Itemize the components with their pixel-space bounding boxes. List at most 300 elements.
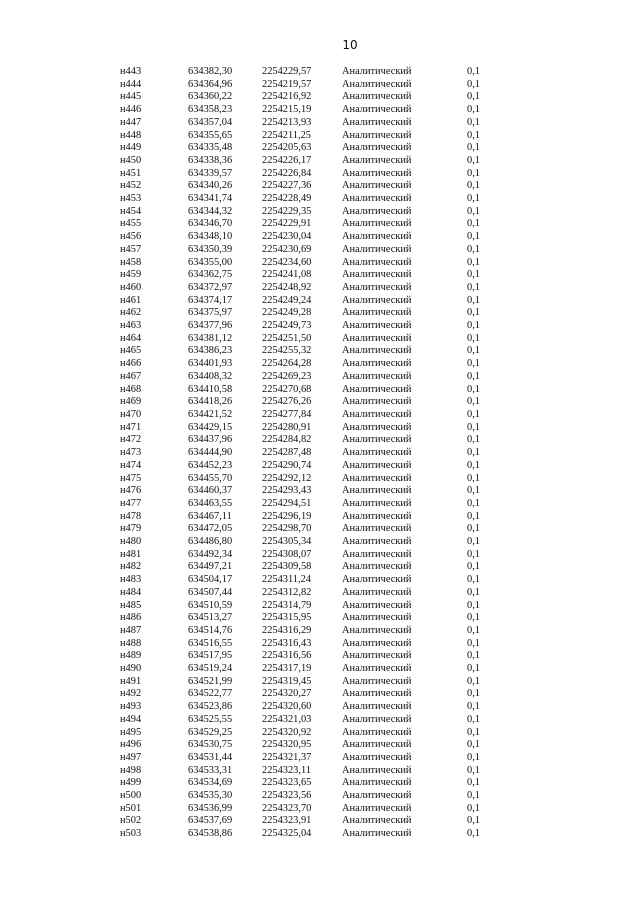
accuracy-cell: 0,1 [467,231,480,243]
accuracy-cell: 0,1 [467,624,480,636]
y-coordinate-cell: 2254293,43 [262,485,312,497]
point-id-cell: н445 [120,91,142,103]
method-cell: Аналитический [342,193,412,205]
point-id-cell: н491 [120,675,142,687]
y-coordinate-cell: 2254323,65 [262,777,312,789]
point-id-cell: н475 [120,472,142,484]
x-coordinate-cell: 634340,26 [188,180,233,192]
point-id-cell: н450 [120,154,142,166]
y-coordinate-cell: 2254219,57 [262,78,312,90]
accuracy-cell: 0,1 [467,447,480,459]
accuracy-cell: 0,1 [467,345,480,357]
point-id-cell: н472 [120,434,142,446]
y-coordinate-cell: 2254228,49 [262,193,312,205]
accuracy-cell: 0,1 [467,142,480,154]
y-coordinate-cell: 2254230,04 [262,231,312,243]
y-coordinate-cell: 2254325,04 [262,828,312,840]
accuracy-cell: 0,1 [467,129,480,141]
x-coordinate-cell: 634364,96 [188,78,233,90]
x-coordinate-cell: 634350,39 [188,243,233,255]
table-row [120,561,480,574]
point-id-cell: н494 [120,713,142,725]
x-coordinate-cell: 634525,55 [188,713,233,725]
x-coordinate-cell: 634530,75 [188,739,233,751]
x-coordinate-cell: 634401,93 [188,358,233,370]
accuracy-cell: 0,1 [467,739,480,751]
y-coordinate-cell: 2254298,70 [262,523,312,535]
point-id-cell: н473 [120,447,142,459]
point-id-cell: н455 [120,218,142,230]
point-id-cell: н493 [120,701,142,713]
point-id-cell: н496 [120,739,142,751]
table-row [120,371,480,384]
x-coordinate-cell: 634421,52 [188,408,233,420]
accuracy-cell: 0,1 [467,574,480,586]
point-id-cell: н466 [120,358,142,370]
method-cell: Аналитический [342,828,412,840]
y-coordinate-cell: 2254323,11 [262,764,311,776]
x-coordinate-cell: 634377,96 [188,320,233,332]
y-coordinate-cell: 2254249,73 [262,320,312,332]
accuracy-cell: 0,1 [467,675,480,687]
table-row [120,485,480,498]
table-row [120,549,480,562]
y-coordinate-cell: 2254270,68 [262,383,312,395]
table-row [120,714,480,727]
y-coordinate-cell: 2254280,91 [262,421,312,433]
accuracy-cell: 0,1 [467,78,480,90]
table-row [120,345,480,358]
point-id-cell: н446 [120,104,142,116]
point-id-cell: н498 [120,764,142,776]
method-cell: Аналитический [342,129,412,141]
accuracy-cell: 0,1 [467,332,480,344]
table-row [120,396,480,409]
x-coordinate-cell: 634408,32 [188,370,233,382]
table-row [120,638,480,651]
x-coordinate-cell: 634437,96 [188,434,233,446]
x-coordinate-cell: 634513,27 [188,612,233,624]
accuracy-cell: 0,1 [467,307,480,319]
y-coordinate-cell: 2254294,51 [262,497,312,509]
point-id-cell: н480 [120,536,142,548]
accuracy-cell: 0,1 [467,459,480,471]
method-cell: Аналитический [342,701,412,713]
point-id-cell: н447 [120,116,142,128]
x-coordinate-cell: 634486,80 [188,536,233,548]
method-cell: Аналитический [342,383,412,395]
accuracy-cell: 0,1 [467,650,480,662]
accuracy-cell: 0,1 [467,320,480,332]
point-id-cell: н460 [120,281,142,293]
table-row [120,422,480,435]
method-cell: Аналитический [342,663,412,675]
y-coordinate-cell: 2254317,19 [262,663,312,675]
y-coordinate-cell: 2254323,91 [262,815,312,827]
table-row [120,600,480,613]
y-coordinate-cell: 2254229,91 [262,218,312,230]
table-row [120,231,480,244]
table-row [120,320,480,333]
method-cell: Аналитический [342,116,412,128]
y-coordinate-cell: 2254296,19 [262,510,312,522]
method-cell: Аналитический [342,777,412,789]
x-coordinate-cell: 634381,12 [188,332,233,344]
method-cell: Аналитический [342,66,412,77]
table-row [120,218,480,231]
method-cell: Аналитический [342,78,412,90]
table-row [120,257,480,270]
table-row [120,295,480,308]
accuracy-cell: 0,1 [467,599,480,611]
accuracy-cell: 0,1 [467,713,480,725]
x-coordinate-cell: 634531,44 [188,751,233,763]
point-id-cell: н462 [120,307,142,319]
method-cell: Аналитический [342,218,412,230]
accuracy-cell: 0,1 [467,434,480,446]
y-coordinate-cell: 2254211,25 [262,129,311,141]
method-cell: Аналитический [342,536,412,548]
table-row [120,434,480,447]
point-id-cell: н479 [120,523,142,535]
table-row [120,282,480,295]
accuracy-cell: 0,1 [467,91,480,103]
y-coordinate-cell: 2254316,43 [262,637,312,649]
table-row [120,752,480,765]
point-id-cell: н497 [120,751,142,763]
method-cell: Аналитический [342,485,412,497]
y-coordinate-cell: 2254249,28 [262,307,312,319]
accuracy-cell: 0,1 [467,154,480,166]
y-coordinate-cell: 2254314,79 [262,599,312,611]
method-cell: Аналитический [342,472,412,484]
table-row [120,142,480,155]
x-coordinate-cell: 634497,21 [188,561,233,573]
accuracy-cell: 0,1 [467,408,480,420]
point-id-cell: н471 [120,421,142,433]
accuracy-cell: 0,1 [467,370,480,382]
y-coordinate-cell: 2254311,24 [262,574,311,586]
method-cell: Аналитический [342,510,412,522]
accuracy-cell: 0,1 [467,358,480,370]
accuracy-cell: 0,1 [467,66,480,77]
point-id-cell: н452 [120,180,142,192]
y-coordinate-cell: 2254229,57 [262,66,312,77]
accuracy-cell: 0,1 [467,396,480,408]
point-id-cell: н481 [120,548,142,560]
method-cell: Аналитический [342,332,412,344]
table-row [120,765,480,778]
accuracy-cell: 0,1 [467,548,480,560]
method-cell: Аналитический [342,294,412,306]
x-coordinate-cell: 634429,15 [188,421,233,433]
table-row [120,663,480,676]
method-cell: Аналитический [342,167,412,179]
accuracy-cell: 0,1 [467,281,480,293]
accuracy-cell: 0,1 [467,205,480,217]
y-coordinate-cell: 2254248,92 [262,281,312,293]
table-row [120,587,480,600]
table-row [120,244,480,257]
x-coordinate-cell: 634358,23 [188,104,233,116]
method-cell: Аналитический [342,802,412,814]
point-id-cell: н458 [120,256,142,268]
x-coordinate-cell: 634517,95 [188,650,233,662]
x-coordinate-cell: 634519,24 [188,663,233,675]
method-cell: Аналитический [342,434,412,446]
y-coordinate-cell: 2254230,69 [262,243,312,255]
point-id-cell: н484 [120,586,142,598]
method-cell: Аналитический [342,523,412,535]
point-id-cell: н502 [120,815,142,827]
point-id-cell: н465 [120,345,142,357]
x-coordinate-cell: 634357,04 [188,116,233,128]
accuracy-cell: 0,1 [467,497,480,509]
x-coordinate-cell: 634492,34 [188,548,233,560]
y-coordinate-cell: 2254290,74 [262,459,312,471]
table-row [120,104,480,117]
table-row [120,193,480,206]
method-cell: Аналитический [342,205,412,217]
method-cell: Аналитический [342,281,412,293]
x-coordinate-cell: 634355,65 [188,129,233,141]
x-coordinate-cell: 634372,97 [188,281,233,293]
accuracy-cell: 0,1 [467,764,480,776]
table-row [120,130,480,143]
table-row [120,473,480,486]
point-id-cell: н470 [120,408,142,420]
y-coordinate-cell: 2254226,17 [262,154,312,166]
method-cell: Аналитический [342,739,412,751]
method-cell: Аналитический [342,599,412,611]
table-row [120,498,480,511]
y-coordinate-cell: 2254277,84 [262,408,312,420]
x-coordinate-cell: 634344,32 [188,205,233,217]
table-row [120,701,480,714]
x-coordinate-cell: 634341,74 [188,193,233,205]
method-cell: Аналитический [342,624,412,636]
method-cell: Аналитический [342,764,412,776]
method-cell: Аналитический [342,408,412,420]
x-coordinate-cell: 634521,99 [188,675,233,687]
accuracy-cell: 0,1 [467,167,480,179]
method-cell: Аналитический [342,231,412,243]
accuracy-cell: 0,1 [467,586,480,598]
point-id-cell: н464 [120,332,142,344]
point-id-cell: н490 [120,663,142,675]
y-coordinate-cell: 2254229,35 [262,205,312,217]
accuracy-cell: 0,1 [467,256,480,268]
y-coordinate-cell: 2254321,03 [262,713,312,725]
method-cell: Аналитический [342,790,412,802]
point-id-cell: н469 [120,396,142,408]
accuracy-cell: 0,1 [467,815,480,827]
x-coordinate-cell: 634460,37 [188,485,233,497]
x-coordinate-cell: 634467,11 [188,510,232,522]
point-id-cell: н474 [120,459,142,471]
x-coordinate-cell: 634533,31 [188,764,233,776]
y-coordinate-cell: 2254255,32 [262,345,312,357]
method-cell: Аналитический [342,104,412,116]
point-id-cell: н482 [120,561,142,573]
method-cell: Аналитический [342,675,412,687]
method-cell: Аналитический [342,154,412,166]
x-coordinate-cell: 634522,77 [188,688,233,700]
x-coordinate-cell: 634504,17 [188,574,233,586]
table-row [120,790,480,803]
y-coordinate-cell: 2254312,82 [262,586,312,598]
x-coordinate-cell: 634339,57 [188,167,233,179]
method-cell: Аналитический [342,612,412,624]
accuracy-cell: 0,1 [467,421,480,433]
table-row [120,358,480,371]
point-id-cell: н501 [120,802,142,814]
x-coordinate-cell: 634535,30 [188,790,233,802]
x-coordinate-cell: 634455,70 [188,472,233,484]
x-coordinate-cell: 634348,10 [188,231,233,243]
table-row [120,688,480,701]
accuracy-cell: 0,1 [467,510,480,522]
table-row [120,536,480,549]
x-coordinate-cell: 634538,86 [188,828,233,840]
y-coordinate-cell: 2254249,24 [262,294,312,306]
y-coordinate-cell: 2254284,82 [262,434,312,446]
y-coordinate-cell: 2254216,92 [262,91,312,103]
coordinates-table-body [120,66,480,841]
x-coordinate-cell: 634463,55 [188,497,233,509]
method-cell: Аналитический [342,548,412,560]
method-cell: Аналитический [342,561,412,573]
method-cell: Аналитический [342,370,412,382]
x-coordinate-cell: 634536,99 [188,802,233,814]
y-coordinate-cell: 2254251,50 [262,332,312,344]
x-coordinate-cell: 634418,26 [188,396,233,408]
point-id-cell: н453 [120,193,142,205]
y-coordinate-cell: 2254308,07 [262,548,312,560]
x-coordinate-cell: 634510,59 [188,599,233,611]
accuracy-cell: 0,1 [467,777,480,789]
method-cell: Аналитический [342,586,412,598]
accuracy-cell: 0,1 [467,561,480,573]
point-id-cell: н499 [120,777,142,789]
y-coordinate-cell: 2254320,60 [262,701,312,713]
method-cell: Аналитический [342,459,412,471]
table-row [120,269,480,282]
table-row [120,460,480,473]
point-id-cell: н467 [120,370,142,382]
table-row [120,91,480,104]
x-coordinate-cell: 634523,86 [188,701,233,713]
method-cell: Аналитический [342,726,412,738]
y-coordinate-cell: 2254234,60 [262,256,312,268]
y-coordinate-cell: 2254264,28 [262,358,312,370]
y-coordinate-cell: 2254227,36 [262,180,312,192]
accuracy-cell: 0,1 [467,193,480,205]
point-id-cell: н487 [120,624,142,636]
accuracy-cell: 0,1 [467,294,480,306]
x-coordinate-cell: 634472,05 [188,523,233,535]
method-cell: Аналитический [342,91,412,103]
accuracy-cell: 0,1 [467,180,480,192]
y-coordinate-cell: 2254309,58 [262,561,312,573]
table-row [120,676,480,689]
y-coordinate-cell: 2254315,95 [262,612,312,624]
method-cell: Аналитический [342,256,412,268]
point-id-cell: н459 [120,269,142,281]
y-coordinate-cell: 2254320,95 [262,739,312,751]
y-coordinate-cell: 2254305,34 [262,536,312,548]
x-coordinate-cell: 634355,00 [188,256,233,268]
table-row [120,828,480,841]
accuracy-cell: 0,1 [467,383,480,395]
accuracy-cell: 0,1 [467,751,480,763]
accuracy-cell: 0,1 [467,243,480,255]
method-cell: Аналитический [342,688,412,700]
table-row [120,307,480,320]
table-row [120,625,480,638]
accuracy-cell: 0,1 [467,828,480,840]
point-id-cell: н444 [120,78,142,90]
table-row [120,523,480,536]
x-coordinate-cell: 634362,75 [188,269,233,281]
point-id-cell: н443 [120,66,142,77]
point-id-cell: н500 [120,790,142,802]
table-row [120,612,480,625]
accuracy-cell: 0,1 [467,701,480,713]
y-coordinate-cell: 2254320,92 [262,726,312,738]
y-coordinate-cell: 2254215,19 [262,104,312,116]
table-row [120,650,480,663]
x-coordinate-cell: 634360,22 [188,91,233,103]
x-coordinate-cell: 634338,36 [188,154,233,166]
accuracy-cell: 0,1 [467,269,480,281]
x-coordinate-cell: 634375,97 [188,307,233,319]
point-id-cell: н492 [120,688,142,700]
method-cell: Аналитический [342,637,412,649]
method-cell: Аналитический [342,269,412,281]
method-cell: Аналитический [342,243,412,255]
table-row [120,511,480,524]
accuracy-cell: 0,1 [467,218,480,230]
accuracy-cell: 0,1 [467,523,480,535]
point-id-cell: н448 [120,129,142,141]
x-coordinate-cell: 634534,69 [188,777,233,789]
point-id-cell: н477 [120,497,142,509]
accuracy-cell: 0,1 [467,790,480,802]
y-coordinate-cell: 2254226,84 [262,167,312,179]
accuracy-cell: 0,1 [467,802,480,814]
accuracy-cell: 0,1 [467,663,480,675]
x-coordinate-cell: 634452,23 [188,459,233,471]
y-coordinate-cell: 2254316,56 [262,650,312,662]
y-coordinate-cell: 2254320,27 [262,688,312,700]
method-cell: Аналитический [342,345,412,357]
method-cell: Аналитический [342,421,412,433]
method-cell: Аналитический [342,815,412,827]
point-id-cell: н489 [120,650,142,662]
x-coordinate-cell: 634537,69 [188,815,233,827]
method-cell: Аналитический [342,574,412,586]
point-id-cell: н454 [120,205,142,217]
method-cell: Аналитический [342,713,412,725]
accuracy-cell: 0,1 [467,688,480,700]
y-coordinate-cell: 2254241,08 [262,269,312,281]
accuracy-cell: 0,1 [467,104,480,116]
x-coordinate-cell: 634529,25 [188,726,233,738]
accuracy-cell: 0,1 [467,726,480,738]
y-coordinate-cell: 2254323,70 [262,802,312,814]
table-row [120,815,480,828]
